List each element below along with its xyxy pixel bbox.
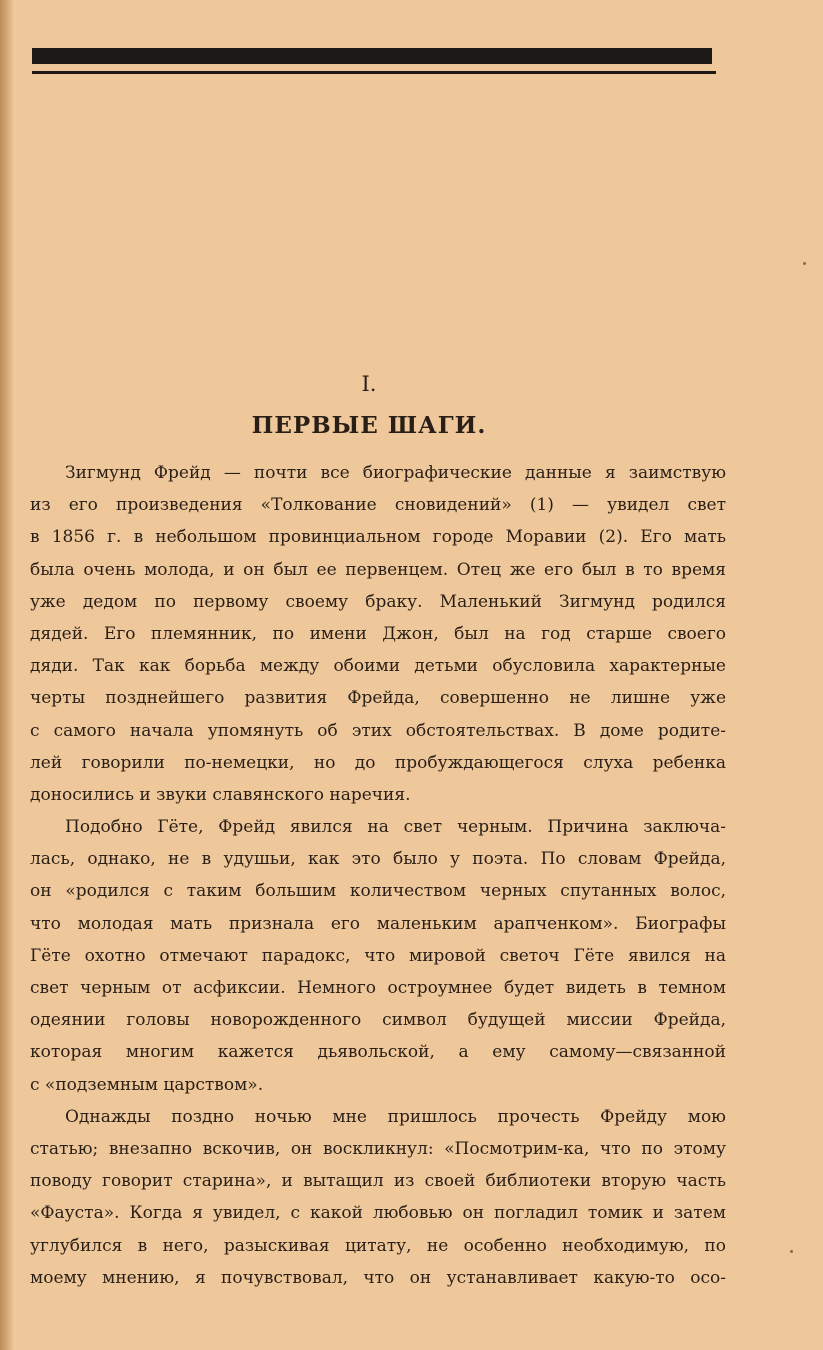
text-line: «Фауста». Когда я увидел, с какой любовью он погладил томик и затем bbox=[30, 1203, 726, 1224]
text-line: он «родился с таким большим количеством черных спутанных волос, bbox=[30, 881, 726, 902]
text-line: с «подземным царством». bbox=[30, 1074, 264, 1095]
text-line: Гёте охотно отмечают парадокс, что мировой светоч Гёте явился на bbox=[30, 945, 726, 966]
text-line: уже дедом по первому своему браку. Маленький Зигмунд родился bbox=[30, 591, 726, 612]
text-line: была очень молода, и он был ее первенцем. Отец же его был в то время bbox=[30, 559, 726, 580]
text-line: с самого начала упомянуть об этих обстоятельствах. В доме родите- bbox=[30, 720, 726, 741]
header-rule-thin bbox=[32, 71, 716, 74]
text-line: Однажды поздно ночью мне пришлось прочесть Фрейду мою bbox=[65, 1106, 726, 1127]
body-text bbox=[30, 457, 726, 1294]
text-line: поводу говорит старина», и вытащил из своей библиотеки вторую часть bbox=[30, 1171, 726, 1192]
text-line: углубился в него, разыскивая цитату, не особенно необходимую, по bbox=[30, 1235, 726, 1256]
text-line: Подобно Гёте, Фрейд явился на свет черным. Причина заключа- bbox=[65, 817, 726, 838]
text-line: которая многим кажется дьявольской, а ему самому—связанной bbox=[30, 1042, 726, 1063]
chapter-number: I. bbox=[361, 372, 377, 396]
text-line: свет черным от асфиксии. Немного остроумнее будет видеть в темном bbox=[30, 978, 726, 998]
text-line: лей говорили по-немецки, но до пробуждающегося слуха ребенка bbox=[30, 752, 726, 773]
paper-speck bbox=[803, 262, 806, 265]
text-line: черты позднейшего развития Фрейда, совершенно не лишне уже bbox=[30, 688, 726, 709]
text-line: дядей. Его племянник, по имени Джон, был на год старше своего bbox=[30, 623, 726, 644]
chapter-title: ПЕРВЫЕ ШАГИ. bbox=[251, 412, 487, 439]
text-line: Зигмунд Фрейд — почти все биографические данные я заимствую bbox=[65, 463, 726, 483]
paper-speck bbox=[790, 1250, 793, 1253]
text-line: статью; внезапно вскочив, он воскликнул: «Посмотрим-ка, что по этому bbox=[30, 1138, 726, 1159]
text-line: из его произведения «Толкование сновидений» (1) — увидел свет bbox=[30, 495, 726, 516]
text-line: одеянии головы новорожденного символ будущей миссии Фрейда, bbox=[30, 1010, 726, 1031]
header-rule-thick bbox=[32, 48, 712, 64]
text-line: лась, однако, не в удушьи, как это было у поэта. По словам Фрейда, bbox=[30, 849, 726, 870]
text-line: что молодая мать признала его маленьким арапченком». Биографы bbox=[30, 913, 726, 934]
text-line: моему мнению, я почувствовал, что он устанавливает какую-то осо- bbox=[30, 1267, 726, 1288]
text-line: дяди. Так как борьба между обоими детьми обусловила характерные bbox=[30, 656, 726, 677]
text-line: в 1856 г. в небольшом провинциальном городе Моравии (2). Его мать bbox=[30, 527, 726, 548]
text-line: доносились и звуки славянского наречия. bbox=[30, 784, 411, 805]
page-binding-edge bbox=[0, 0, 14, 1350]
